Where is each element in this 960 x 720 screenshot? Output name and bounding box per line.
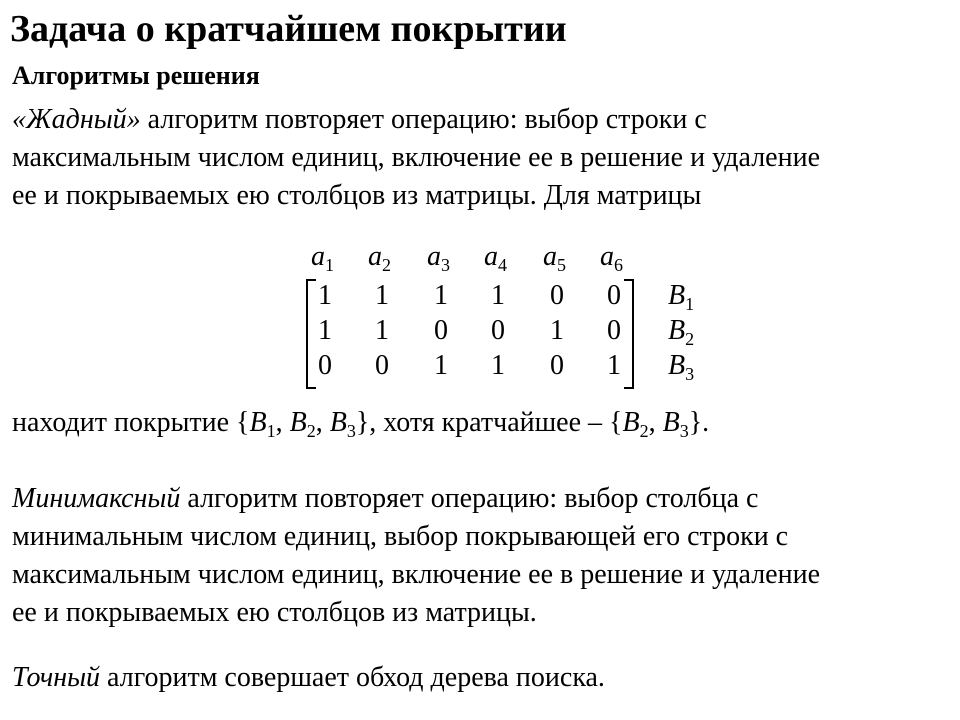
column-header-a6: $a_6$ (600, 241, 623, 275)
row-label-b1: $B_1$ (668, 280, 695, 314)
column-header-a4: $a_4$ (484, 241, 507, 275)
matrix-cell-r2-c2: 1 (375, 315, 389, 346)
minimax-paragraph (12, 480, 952, 632)
cover-b1-letter: B (249, 407, 267, 438)
found-separator: , (648, 407, 663, 438)
found-middle: }, хотя кратчайшее – { (355, 407, 623, 438)
row-label-b3: $B_3$ (668, 350, 695, 384)
matrix-cell-r3-c1: 0 (318, 350, 332, 381)
minimax-line-3: максимальным числом единиц, включение ее в решение и удаление (12, 559, 821, 590)
found-cover-text (12, 404, 952, 442)
minimax-line-1 (12, 480, 952, 518)
shortest-b2-index: 2 (639, 421, 649, 441)
column-header-a2: $a_2$ (368, 241, 391, 275)
matrix-cell-r3-c3: 1 (434, 350, 448, 381)
column-header-a3: $a_3$ (427, 241, 450, 275)
cover-b3-index: 3 (346, 421, 356, 441)
found-separator: , (275, 407, 290, 438)
matrix-cell-r1-c2: 1 (375, 280, 389, 311)
slide-title: Задача о кратчайшем покрытии (10, 8, 567, 50)
found-cover-line (12, 404, 952, 442)
shortest-b3-letter: B (662, 407, 680, 438)
shortest-b3-index: 3 (679, 421, 689, 441)
found-prefix: находит покрытие { (12, 407, 250, 438)
row-label-b2: $B_2$ (668, 315, 695, 349)
cover-b3-letter: B (329, 407, 347, 438)
cover-b2-index: 2 (306, 421, 316, 441)
matrix-cell-r2-c5: 1 (550, 315, 564, 346)
cover-b1-index: 1 (266, 421, 276, 441)
minimax-line-2: минимальным числом единиц, выбор покрывающей его строки с (12, 521, 789, 552)
shortest-b2-letter: B (622, 407, 640, 438)
greedy-line-3: ее и покрываемых ею столбцов из матрицы. Для матрицы (12, 180, 702, 211)
column-header-a5: $a_5$ (543, 241, 566, 275)
matrix-cell-r2-c4: 0 (491, 315, 505, 346)
greedy-term: «Жадный» (12, 104, 141, 135)
matrix-cell-r1-c5: 0 (550, 280, 564, 311)
found-separator: , (315, 407, 330, 438)
minimax-term: Минимаксный (12, 483, 181, 514)
greedy-line-1-text: алгоритм повторяет операцию: выбор строки с (140, 104, 707, 135)
matrix-cell-r3-c4: 1 (491, 350, 505, 381)
exact-paragraph (12, 659, 952, 697)
matrix-bracket-left (306, 279, 316, 389)
matrix-cell-r1-c6: 0 (607, 280, 621, 311)
matrix-cell-r2-c3: 0 (434, 315, 448, 346)
matrix-cell-r3-c6: 1 (607, 350, 621, 381)
exact-line (12, 659, 952, 697)
matrix-cell-r1-c4: 1 (491, 280, 505, 311)
exact-term: Точный (12, 662, 101, 693)
cover-b2-letter: B (289, 407, 307, 438)
matrix-bracket-right (624, 279, 634, 389)
matrix-cell-r2-c1: 1 (318, 315, 332, 346)
matrix-cell-r2-c6: 0 (607, 315, 621, 346)
matrix-cell-r3-c5: 0 (550, 350, 564, 381)
column-header-a1: $a_1$ (311, 241, 334, 275)
exact-line-text: алгоритм совершает обход дерева поиска. (100, 662, 605, 693)
section-subtitle: Алгоритмы решения (12, 61, 260, 90)
matrix-cell-r3-c2: 0 (375, 350, 389, 381)
minimax-line-4: ее и покрываемых ею столбцов из матрицы. (12, 597, 537, 628)
matrix-cell-r1-c1: 1 (318, 280, 332, 311)
greedy-line-2: максимальным числом единиц, включение ее в решение и удаление (12, 142, 821, 173)
minimax-line-1-text: алгоритм повторяет операцию: выбор столбца с (180, 483, 759, 514)
matrix-cell-r1-c3: 1 (434, 280, 448, 311)
found-suffix: }. (688, 407, 710, 438)
